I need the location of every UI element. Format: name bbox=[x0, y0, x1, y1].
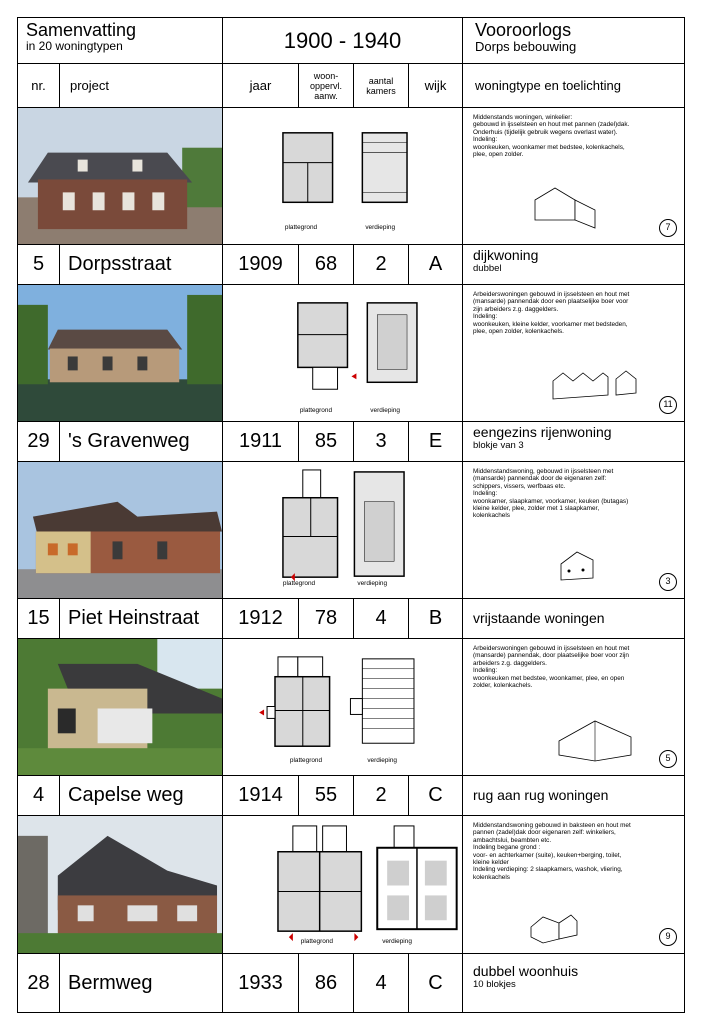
nr-cell: 28 bbox=[18, 954, 60, 1012]
project-cell: 's Gravenweg bbox=[60, 422, 223, 462]
isometric-row-house-icon bbox=[548, 361, 638, 401]
nr-cell: 4 bbox=[18, 776, 60, 816]
desc-line: (mansarde) pannendak door een plaatselijke boer voor bbox=[473, 298, 629, 306]
label-plattegrond-5: plattegrond bbox=[300, 938, 334, 946]
nr-cell: 5 bbox=[18, 245, 60, 285]
label-plattegrond-3: plattegrond bbox=[282, 580, 316, 588]
desc-line: pannen (zadel)dak door eigenaren zelf: winkeliers, bbox=[473, 829, 616, 837]
year-cell: 1909 bbox=[223, 245, 299, 285]
desc-line: Indeling: bbox=[473, 313, 498, 321]
desc-line: (mansarde) pannendak, door plaatselijke boer voor zijn bbox=[473, 652, 629, 660]
col-type-label: woningtype en toelichting bbox=[475, 78, 621, 93]
header-title-cell bbox=[18, 18, 223, 64]
area-cell: 85 bbox=[299, 422, 354, 462]
rooms-cell: 3 bbox=[354, 422, 409, 462]
district-cell: A bbox=[409, 245, 463, 285]
desc-line: kolenkachels bbox=[473, 512, 510, 520]
desc-bermweg bbox=[463, 816, 685, 954]
sheet-subtitle: in 20 woningtypen bbox=[26, 39, 123, 53]
desc-line: gebouwd in ijsselsteen en hout met pannen (zadel)dak. bbox=[473, 121, 630, 129]
isometric-double-house-icon bbox=[529, 905, 579, 945]
summary-sheet bbox=[17, 17, 685, 1013]
rooms-cell: 2 bbox=[354, 776, 409, 816]
era-subtitle: Dorps bebouwing bbox=[475, 39, 577, 54]
plans-bermweg bbox=[223, 816, 463, 954]
isometric-house-icon bbox=[525, 180, 605, 230]
house-type-sub: dubbel bbox=[473, 263, 502, 274]
col-jaar-label: jaar bbox=[249, 78, 272, 93]
area-cell: 86 bbox=[299, 954, 354, 1012]
house-number-badge: 9 bbox=[659, 928, 677, 946]
desc-line: kolenkachels bbox=[473, 873, 510, 881]
desc-line: plee, open zolder, kolenkachels. bbox=[473, 328, 564, 336]
plans-capelse-weg bbox=[223, 639, 463, 776]
desc-line: voor- en achterkamer (suite), keuken+berging, toilet, bbox=[473, 851, 622, 859]
label-verdieping-3: verdieping bbox=[357, 580, 388, 588]
col-oppervlakte bbox=[299, 64, 354, 108]
house-type: dubbel woonhuis bbox=[473, 963, 579, 979]
desc-line: kleine kelder, plee, zolder met 1 slaapkamer, bbox=[473, 505, 600, 513]
type-cell bbox=[463, 776, 685, 816]
col-jaar bbox=[223, 64, 299, 108]
house-type: vrijstaande woningen bbox=[473, 610, 605, 626]
year-cell: 1911 bbox=[223, 422, 299, 462]
desc-piet-heinstraat bbox=[463, 462, 685, 599]
area-cell: 55 bbox=[299, 776, 354, 816]
photo-dorpsstraat bbox=[18, 108, 223, 245]
header-right-cell bbox=[463, 18, 685, 64]
house-type: eengezins rijenwoning bbox=[473, 424, 612, 440]
house-type: dijkwoning bbox=[473, 247, 539, 263]
desc-line: arbeiders z.g. daggelders. bbox=[473, 659, 547, 667]
desc-line: Indeling verdieping: 2 slaapkamers, washok, vliering, bbox=[473, 866, 623, 874]
label-plattegrond-2: plattegrond bbox=[299, 407, 333, 415]
label-verdieping-5: verdieping bbox=[382, 938, 412, 946]
col-kamers-line1: aantal bbox=[368, 75, 394, 86]
desc-line: Middenstandswoning gebouwd in baksteen en hout met bbox=[473, 822, 631, 829]
desc-line: Arbeiderswoningen gebouwd in ijsselsteen en hout met bbox=[473, 291, 630, 298]
year-cell: 1914 bbox=[223, 776, 299, 816]
col-opp-line1: woon- bbox=[313, 70, 339, 81]
label-verdieping-4: verdieping bbox=[367, 757, 398, 765]
desc-line: plee, open zolder. bbox=[473, 151, 524, 159]
desc-line: (mansarde) pannendak door de eigenaren zelf: bbox=[473, 475, 607, 483]
desc-line: kleine kelder bbox=[473, 859, 509, 867]
era-title: Vooroorlogs bbox=[475, 20, 572, 40]
col-kamers-line2: kamers bbox=[366, 85, 396, 96]
desc-dorpsstraat bbox=[463, 108, 685, 245]
desc-capelse-weg bbox=[463, 639, 685, 776]
type-cell bbox=[463, 599, 685, 639]
label-plattegrond-4: plattegrond bbox=[289, 757, 323, 765]
col-wijk-label: wijk bbox=[424, 78, 447, 93]
project-cell: Dorpsstraat bbox=[60, 245, 223, 285]
area-cell: 78 bbox=[299, 599, 354, 639]
district-cell: C bbox=[409, 954, 463, 1012]
plans-gravenweg bbox=[223, 285, 463, 422]
rooms-cell: 2 bbox=[354, 245, 409, 285]
area-cell: 68 bbox=[299, 245, 354, 285]
nr-cell: 15 bbox=[18, 599, 60, 639]
desc-line: woonkeuken, kleine kelder, voorkamer met bedsteden, bbox=[473, 320, 628, 328]
house-number-badge: 7 bbox=[659, 219, 677, 237]
desc-line: woonkeuken, woonkamer met bedstee, kolenkachels, bbox=[473, 143, 625, 151]
col-kamers bbox=[354, 64, 409, 108]
desc-line: woonkeuken met bedstee, woonkamer, plee, en open bbox=[473, 674, 625, 682]
sheet-title: Samenvatting bbox=[26, 20, 137, 40]
desc-line: Onderhuis (tijdelijk gebruik wegens overlast water). bbox=[473, 128, 618, 136]
project-cell: Capelse weg bbox=[60, 776, 223, 816]
col-nr-label: nr. bbox=[31, 78, 46, 93]
nr-cell: 29 bbox=[18, 422, 60, 462]
desc-line: Arbeiderswoningen gebouwd in ijsselsteen en hout met bbox=[473, 645, 630, 652]
col-nr bbox=[18, 64, 60, 108]
col-opp-line3: aanw. bbox=[314, 90, 338, 101]
photo-gravenweg bbox=[18, 285, 223, 422]
photo-bermweg bbox=[18, 816, 223, 954]
desc-line: Indeling begane grond : bbox=[473, 844, 541, 852]
rooms-cell: 4 bbox=[354, 954, 409, 1012]
col-project bbox=[60, 64, 223, 108]
district-cell: B bbox=[409, 599, 463, 639]
col-project-label: project bbox=[70, 78, 110, 93]
year-cell: 1933 bbox=[223, 954, 299, 1012]
district-cell: C bbox=[409, 776, 463, 816]
isometric-detached-house-icon bbox=[559, 546, 599, 582]
desc-gravenweg bbox=[463, 285, 685, 422]
district-cell: E bbox=[409, 422, 463, 462]
col-wijk bbox=[409, 64, 463, 108]
desc-line: Indeling: bbox=[473, 490, 498, 498]
year-cell: 1912 bbox=[223, 599, 299, 639]
label-verdieping-1: verdieping bbox=[365, 224, 396, 232]
house-number-badge: 3 bbox=[659, 573, 677, 591]
desc-line: Indeling: bbox=[473, 667, 498, 675]
house-number-badge: 5 bbox=[659, 750, 677, 768]
desc-line: Indeling: bbox=[473, 136, 498, 144]
type-cell bbox=[463, 245, 685, 285]
header-period-cell bbox=[223, 18, 463, 64]
type-cell bbox=[463, 954, 685, 1012]
label-plattegrond-1: plattegrond bbox=[284, 224, 318, 232]
plans-dorpsstraat bbox=[223, 108, 463, 245]
type-cell bbox=[463, 422, 685, 462]
rooms-cell: 4 bbox=[354, 599, 409, 639]
photo-capelse-weg bbox=[18, 639, 223, 776]
desc-line: Middenstands woningen, winkelier: bbox=[473, 114, 573, 121]
photo-piet-heinstraat bbox=[18, 462, 223, 599]
desc-line: zolder, kolenkachels. bbox=[473, 682, 533, 690]
desc-line: schippers, vissers, werfbaas etc. bbox=[473, 482, 566, 490]
desc-line: ambachtslui, beambten etc. bbox=[473, 836, 552, 844]
desc-line: zijn arbeiders z.g. daggelders. bbox=[473, 305, 559, 313]
col-opp-line2: oppervl. bbox=[309, 80, 343, 91]
desc-line: woonkamer, slaapkamer, voorkamer, keuken (butagas) bbox=[473, 497, 629, 505]
house-type-sub: 10 blokjes bbox=[473, 979, 516, 990]
house-number-badge: 11 bbox=[659, 396, 677, 414]
plans-piet-heinstraat bbox=[223, 462, 463, 599]
house-type: rug aan rug woningen bbox=[473, 787, 609, 803]
project-cell: Bermweg bbox=[60, 954, 223, 1012]
desc-line: Middenstandswoning, gebouwd in ijsselsteen met bbox=[473, 468, 614, 475]
period-label: 1900 - 1940 bbox=[283, 27, 402, 53]
label-verdieping-2: verdieping bbox=[370, 407, 401, 415]
col-type bbox=[463, 64, 685, 108]
isometric-back-to-back-house-icon bbox=[555, 715, 635, 763]
house-type-sub: blokje van 3 bbox=[473, 440, 524, 451]
project-cell: Piet Heinstraat bbox=[60, 599, 223, 639]
